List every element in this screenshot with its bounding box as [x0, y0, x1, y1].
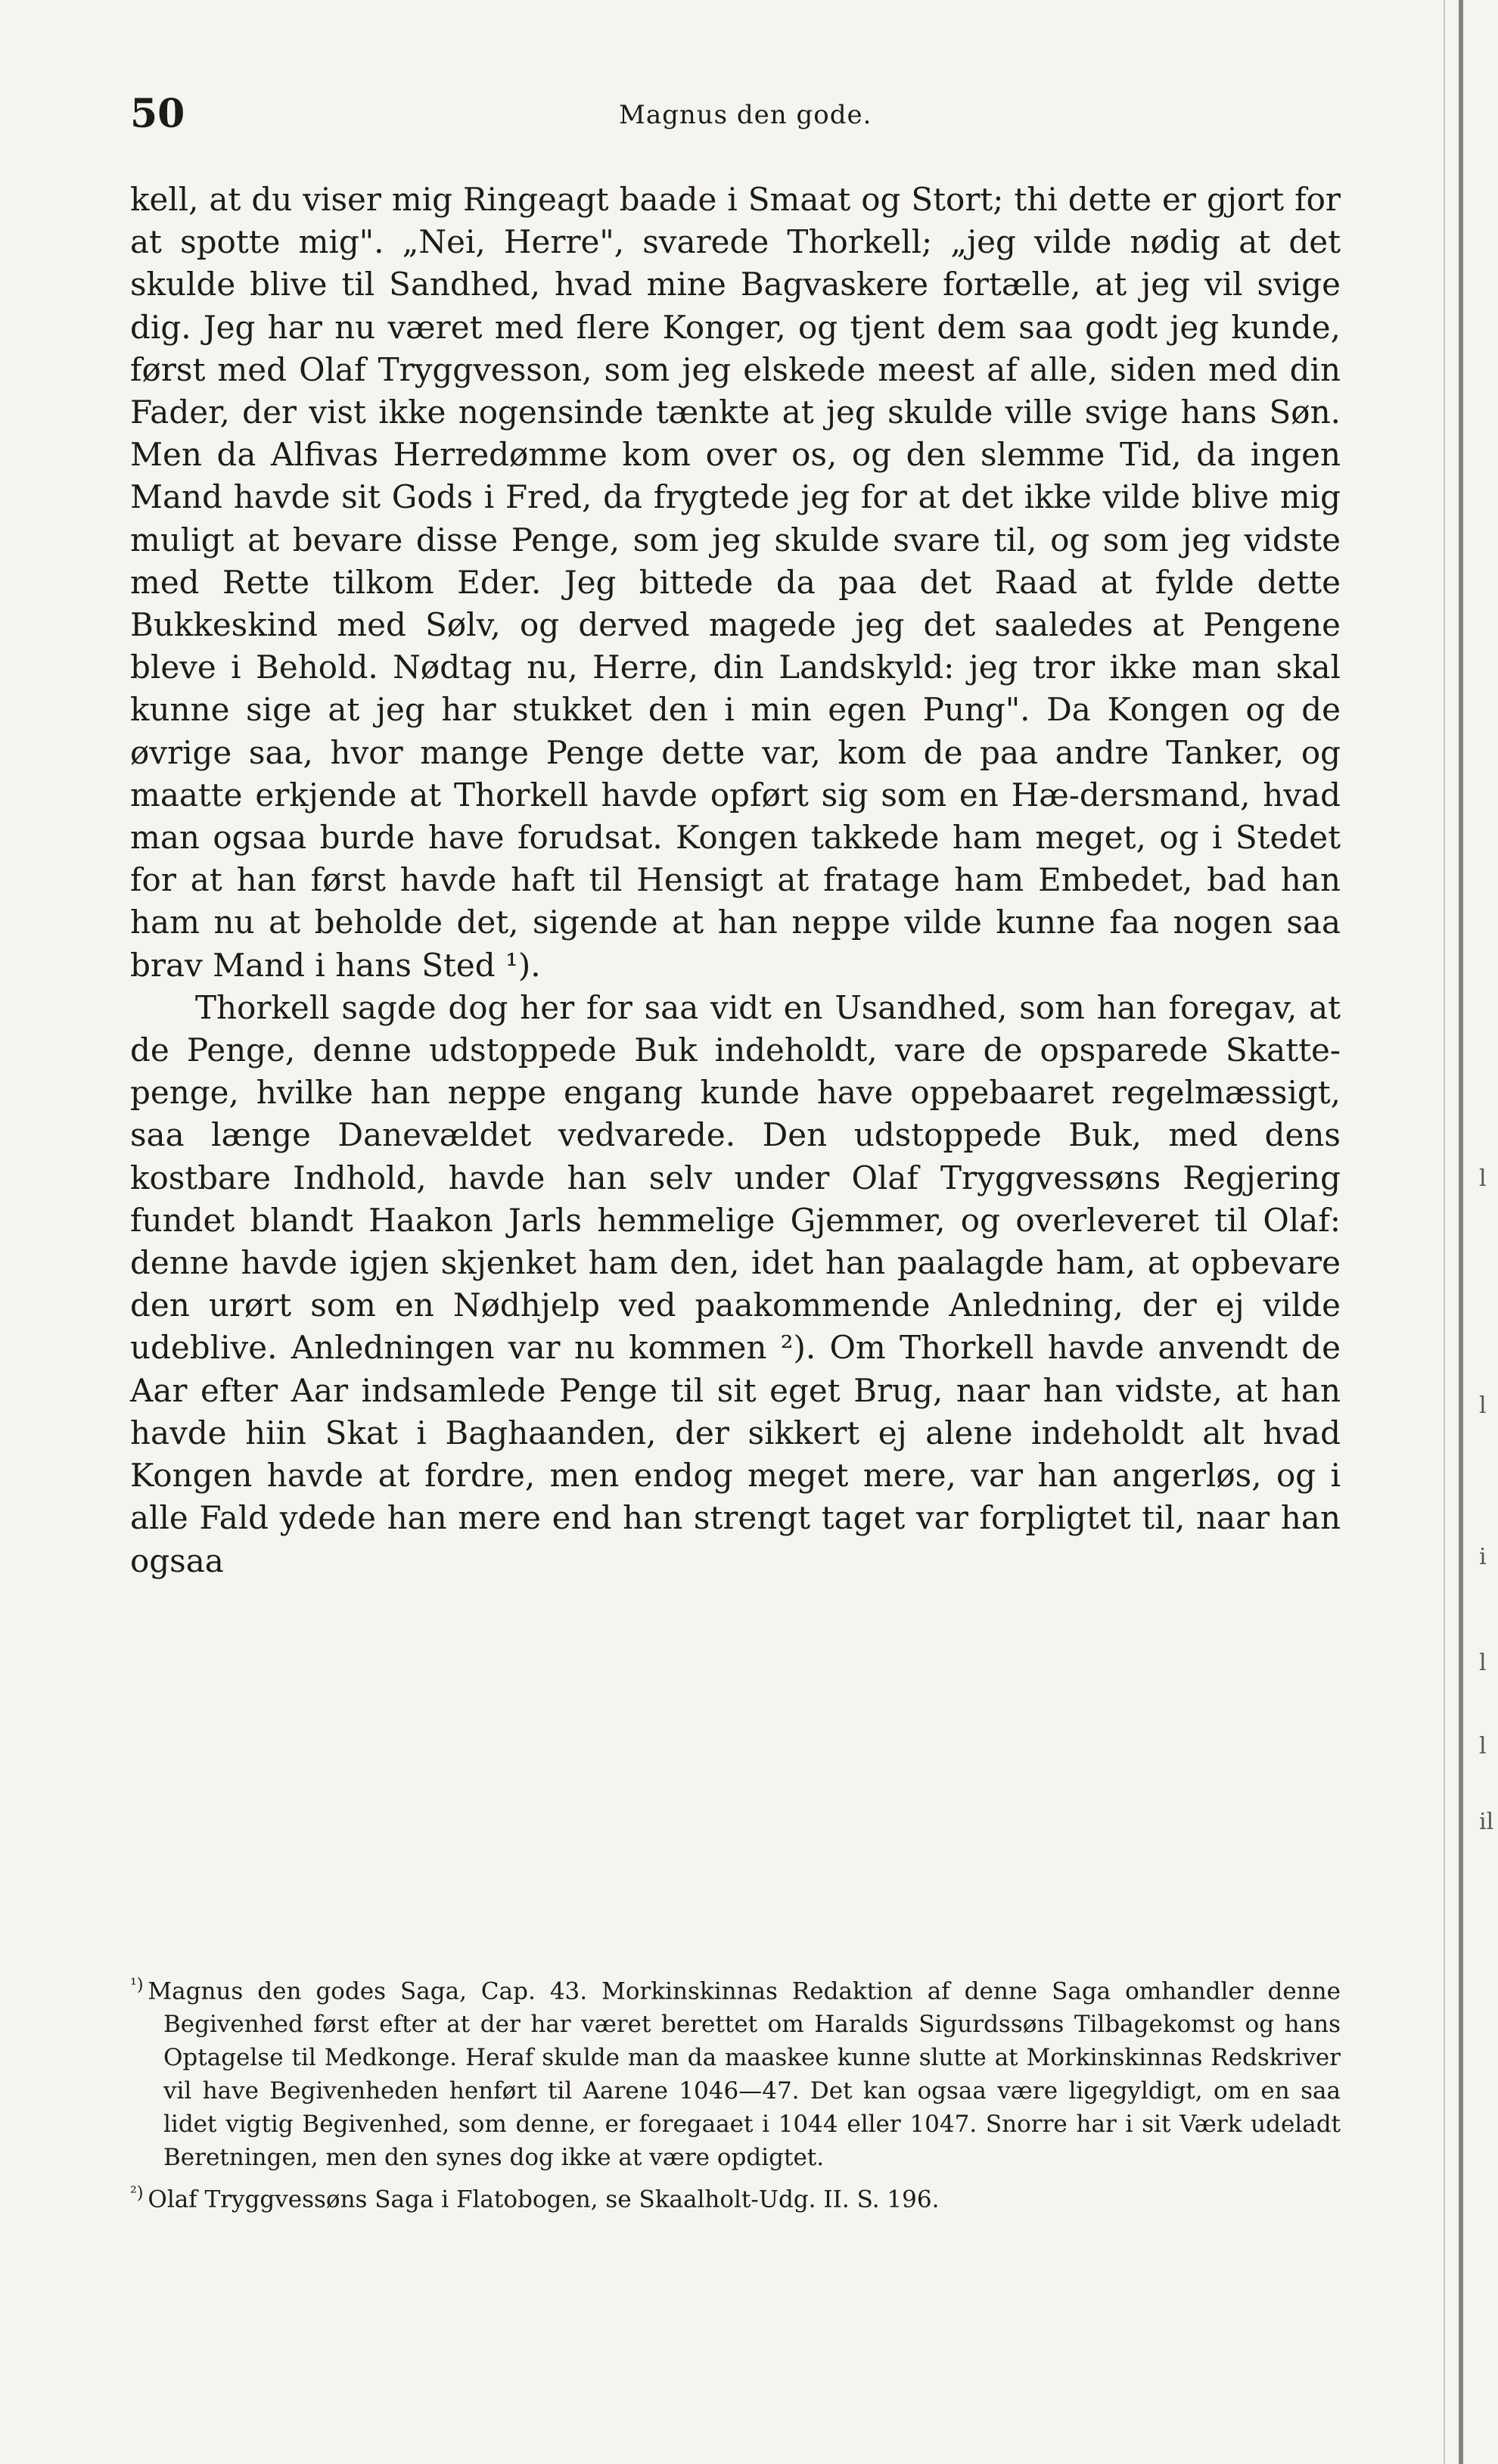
paragraph-1: kell, at du viser mig Ringeagt baade i Smaat og Stort; thi dette er gjort for at spotte mig". „Nei, Herre", svarede Thorkell; „jeg vilde nødig at det skulde blive til Sandhed, hvad mine Bagvaskere fortælle, at jeg vil svige dig. Jeg har nu været med flere Konger, og tjent dem saa godt jeg kunde, først med Olaf Tryggvesson, som jeg elskede meest af alle, siden med din Fader, der vist ikke nogensinde tænkte at jeg skulde ville svige hans Søn. Men da Alfivas Herredømme kom over os, og den slemme Tid, da ingen Mand havde sit Gods i Fred, da frygtede jeg for at det ikke vilde blive mig muligt at bevare disse Penge, som jeg skulde svare til, og som jeg vidste med Rette tilkom Eder. Jeg bittede da paa det Raad at fylde dette Bukkeskind med Sølv, og derved magede jeg det saaledes at Pengene bleve i Behold. Nødtag nu, Herre, din Landskyld: jeg tror ikke man skal kunne sige at jeg har stukket den i min egen Pung". Da Kongen og de øvrige saa, hvor mange Penge dette var, kom de paa andre Tanker, og maatte erkjende at Thorkell havde opført sig som en Hæ-dersmand, hvad man ogsaa burde have forudsat. Kongen takkede ham meget, og i Stedet for at han først havde haft til Hensigt at fratage ham Embedet, bad han ham nu at beholde det, sigende at han neppe vilde kunne faa nogen saa brav Mand i hans Sted ¹). [130, 181, 1341, 984]
footnote-2-text: Olaf Tryggvessøns Saga i Flatobogen, se Skaalholt-Udg. II. S. 196. [148, 2186, 940, 2214]
running-head: Magnus den gode. [619, 100, 872, 130]
footnote-2-mark: ²) [130, 2184, 144, 2204]
scan-gutter-line [1444, 0, 1445, 2464]
footnote-1 [130, 1969, 1341, 2174]
footnote-1-mark: ¹) [130, 1976, 144, 1995]
footnote-1-text: Magnus den godes Saga, Cap. 43. Morkinskinnas Redaktion af denne Saga omhandler denne Begivenhed først efter at der har været berettet om Haralds Sigurdssøns Tilbagekomst og hans Optagelse til Medkonge. Heraf skulde man da maaskee kunne slutte at Morkinskinnas Redskriver vil have Begivenheden henført til Aarene 1046—47. Det kan ogsaa være ligegyldigt, om en saa lidet vigtig Begivenhed, som denne, er foregaaet i 1044 eller 1047. Snorre har i sit Værk udeladt Beretningen, men den synes dog ikke at være opdigtet. [148, 1977, 1341, 2172]
margin-mark-4: l [1479, 1650, 1487, 1676]
margin-mark-5: l [1479, 1733, 1487, 1759]
page-number: 50 [130, 91, 185, 137]
margin-mark-3: i [1479, 1544, 1487, 1570]
footnote-2 [130, 2177, 1341, 2216]
scan-page-edge [1459, 0, 1463, 2464]
margin-mark-2: l [1479, 1392, 1487, 1419]
body-text [130, 179, 1341, 1582]
paragraph-2: Thorkell sagde dog her for saa vidt en Usandhed, som han foregav, at de Penge, denne udstoppede Buk indeholdt, vare de opsparede Skatte-penge, hvilke han neppe engang kunde have oppebaaret regelmæssigt, saa længe Danevældet vedvarede. Den udstoppede Buk, med dens kostbare Indhold, havde han selv under Olaf Tryggvessøns Regjering fundet blandt Haakon Jarls hemmelige Gjemmer, og overleveret til Olaf: denne havde igjen skjenket ham den, idet han paalagde ham, at opbevare den urørt som en Nødhjelp ved paakommende Anledning, der ej vilde udeblive. Anledningen var nu kommen ²). Om Thorkell havde anvendt de Aar efter Aar indsamlede Penge til sit eget Brug, naar han vidste, at han havde hiin Skat i Baghaanden, der sikkert ej alene indeholdt alt hvad Kongen havde at fordre, men endog meget mere, var han angerløs, og i alle Fald ydede han mere end han strengt taget var forpligtet til, naar han ogsaa [130, 988, 1341, 1579]
margin-mark-6: il [1479, 1809, 1494, 1835]
margin-mark-1: l [1479, 1165, 1487, 1192]
footnotes [130, 1969, 1341, 2220]
